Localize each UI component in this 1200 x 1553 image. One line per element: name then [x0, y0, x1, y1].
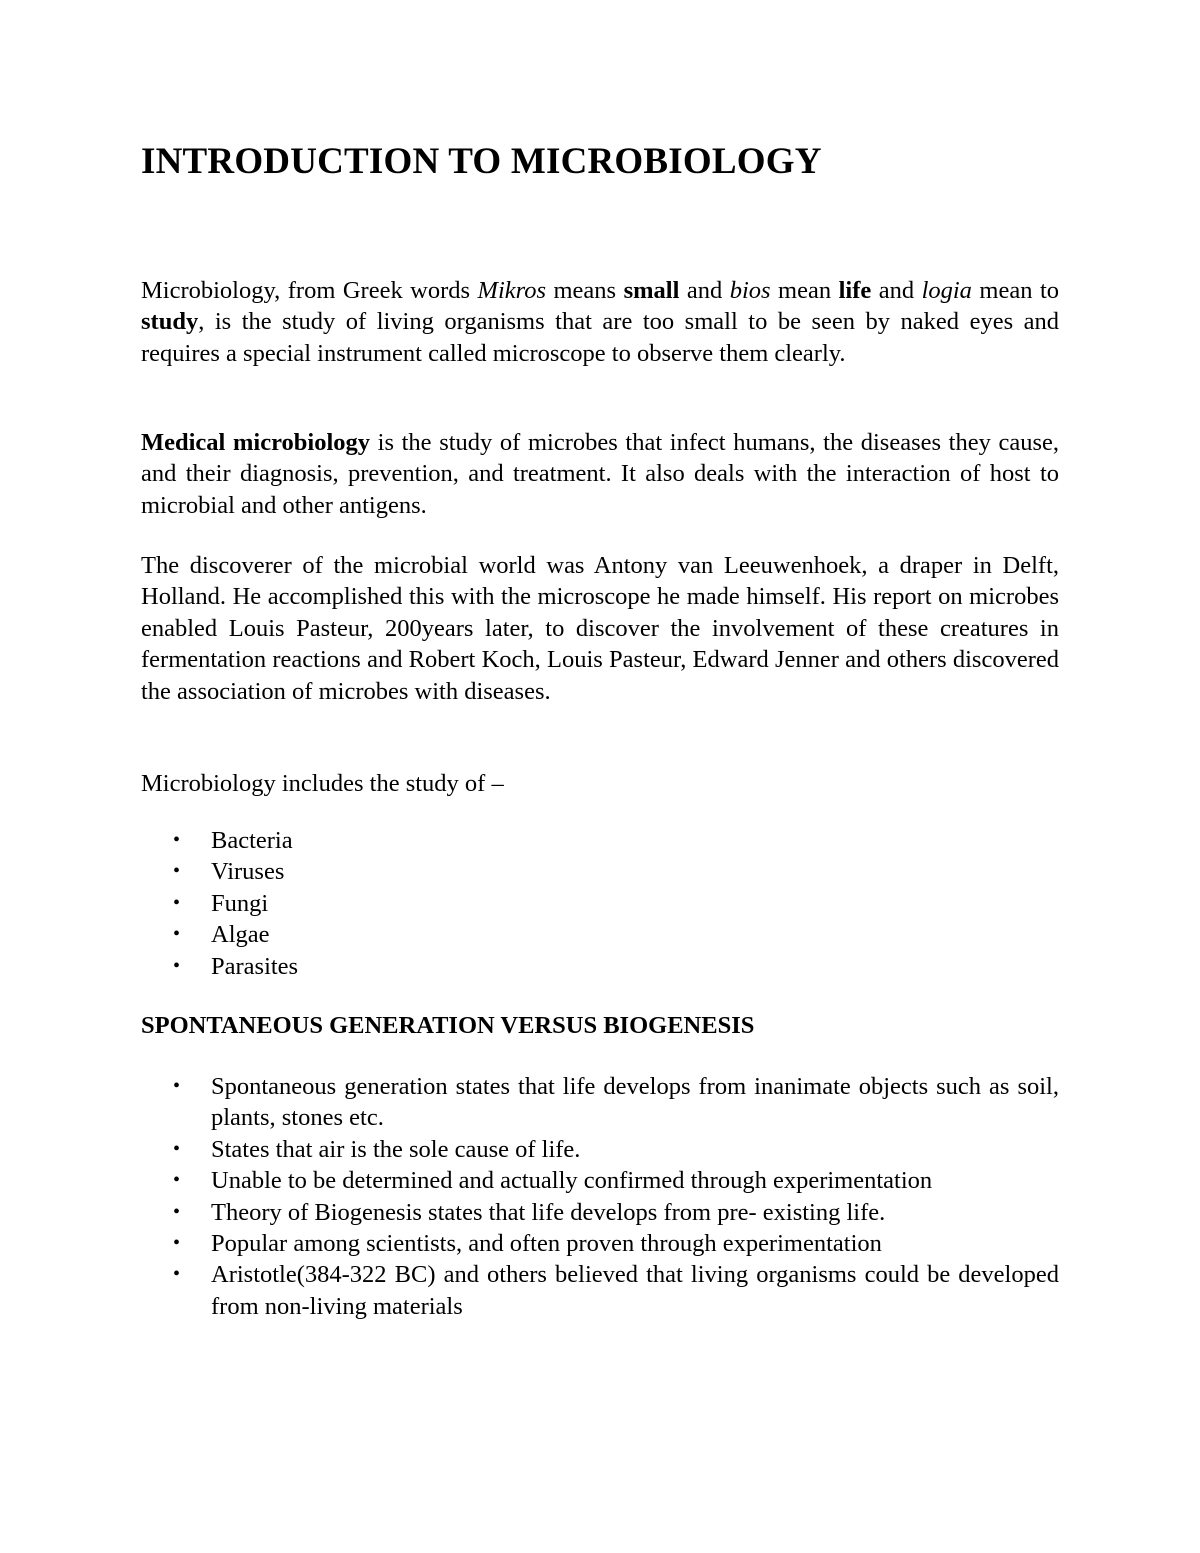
list-item-text: States that air is the sole cause of life.: [211, 1135, 581, 1163]
list-item: [141, 919, 1059, 950]
intro-text: mean to: [971, 277, 1059, 304]
bullet-icon: •: [173, 1263, 181, 1286]
term-logia: logia: [921, 277, 972, 304]
list-item-text: Parasites: [211, 952, 299, 980]
list-item: [141, 1071, 1059, 1134]
term-life: life: [838, 277, 872, 304]
bullet-icon: •: [173, 829, 181, 851]
intro-text: and: [679, 277, 730, 304]
term-medical-microbiology: Medical microbiology: [141, 429, 371, 456]
term-mikros: Mikros: [477, 277, 547, 304]
bullet-icon: •: [173, 1137, 181, 1160]
bullet-icon: •: [173, 860, 181, 883]
discoverer-paragraph: The discoverer of the microbial world was Antony van Leeuwenhoek, a draper in Delft, Holland. He accomplished this with the microscope he made himself. His report on microbes enabled Louis Pasteur, 200years later, to discover the involvement of these creatures in fermentation reactions and Robert Koch, Louis Pasteur, Edward Jenner and others discovered the association of microbes with diseases.: [141, 552, 1059, 705]
document-title: INTRODUCTION TO MICROBIOLOGY: [141, 141, 822, 182]
section-heading: SPONTANEOUS GENERATION VERSUS BIOGENESIS: [141, 1012, 755, 1039]
list-item-text: Unable to be determined and actually confirmed through experimentation: [211, 1167, 933, 1195]
includes-paragraph: Microbiology includes the study of –: [141, 770, 504, 797]
list-item-text: Fungi: [211, 889, 269, 917]
list-item-text: Aristotle(384-322 BC) and others believed that living organisms could be developed from non-living materials: [211, 1261, 1059, 1320]
study-list: [141, 825, 1059, 982]
bullet-icon: •: [173, 1075, 181, 1097]
bullet-icon: •: [173, 923, 181, 946]
intro-text: Microbiology, from Greek words: [141, 277, 478, 304]
medical-microbiology-paragraph: [141, 427, 1059, 521]
bullet-icon: •: [173, 891, 181, 914]
intro-text: and: [871, 277, 922, 304]
generation-list: [141, 1071, 1059, 1322]
term-study: study: [141, 308, 199, 336]
bullet-icon: •: [173, 1200, 181, 1223]
bullet-icon: •: [173, 1232, 181, 1255]
list-item: [141, 1134, 1059, 1165]
intro-text: means: [546, 277, 624, 304]
list-item-text: Popular among scientists, and often proven through experimentation: [211, 1230, 882, 1258]
list-item: [141, 1228, 1059, 1259]
list-item: [141, 1197, 1059, 1228]
list-item-text: Spontaneous generation states that life develops from inanimate objects such as soil, plants, stones etc.: [211, 1073, 1059, 1132]
bullet-icon: •: [173, 954, 181, 977]
medical-microbiology-text: is the study of microbes that infect humans, the diseases they cause, and their diagnosis, prevention, and treatment. It also deals with the interaction of host to microbial and other antigens.: [141, 429, 1060, 519]
list-item-text: Bacteria: [211, 827, 293, 854]
intro-text: mean: [770, 277, 839, 304]
list-item: [141, 888, 1059, 919]
list-item-text: Viruses: [211, 858, 285, 886]
list-item: [141, 856, 1059, 887]
list-item: [141, 825, 1059, 856]
intro-text: , is the study of living organisms that are too small to be seen by naked eyes and requires a special instrument called microscope to observe them clearly.: [141, 308, 1059, 367]
term-bios: bios: [729, 277, 771, 304]
bullet-icon: •: [173, 1169, 181, 1192]
list-item: [141, 1165, 1059, 1196]
list-item: [141, 1259, 1059, 1322]
term-small: small: [623, 277, 680, 304]
list-item-text: Algae: [211, 921, 270, 949]
list-item: [141, 951, 1059, 982]
intro-paragraph: [141, 275, 1059, 369]
list-item-text: Theory of Biogenesis states that life develops from pre- existing life.: [211, 1198, 886, 1226]
